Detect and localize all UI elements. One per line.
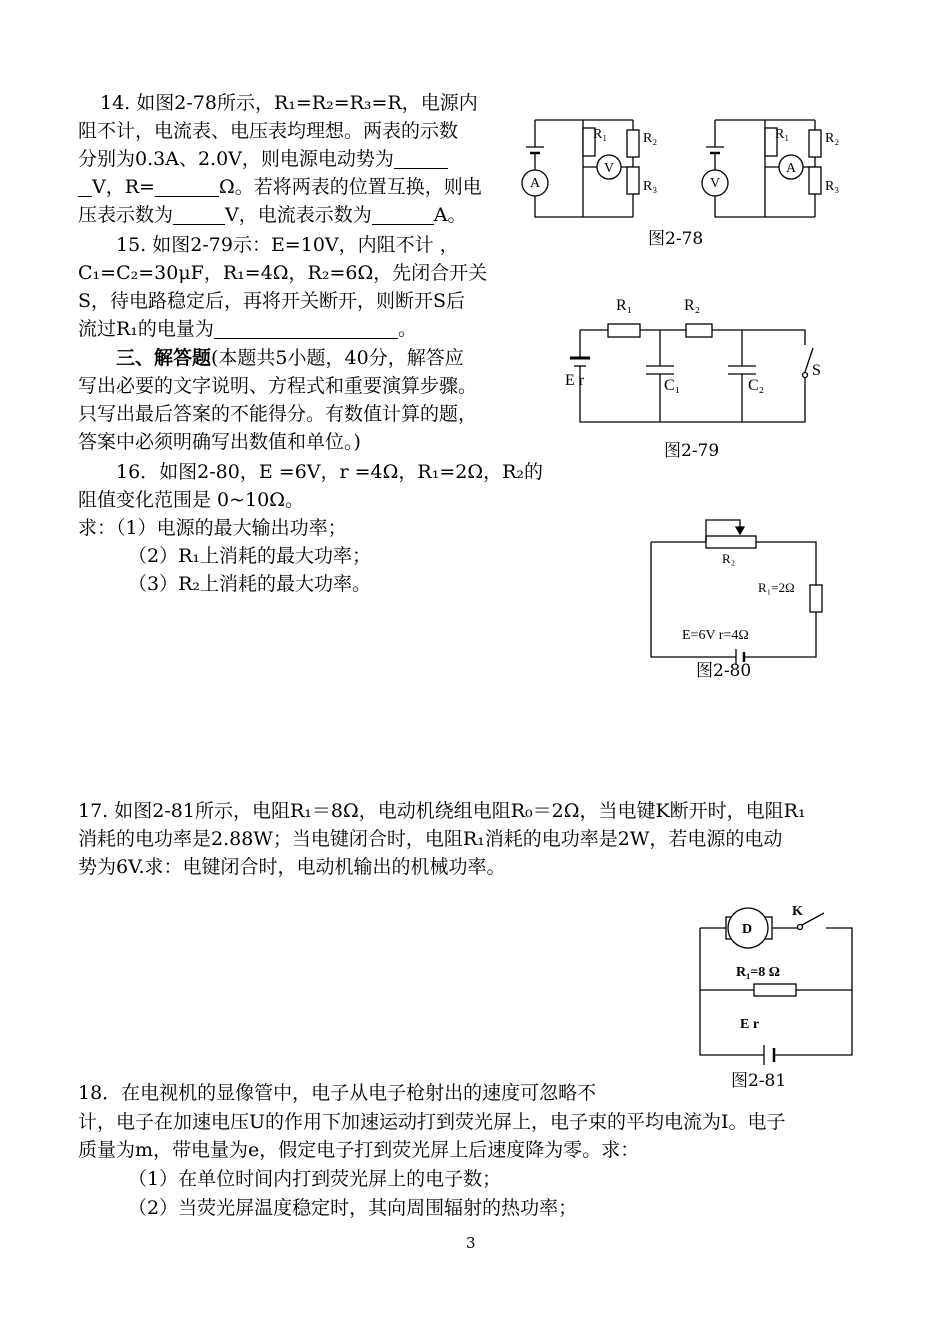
q15-line4-text: 流过R₁的电量为 <box>78 318 214 340</box>
section3-title: 三、解答题 <box>116 347 212 369</box>
figure-2-78-caption: 图2-78 <box>648 229 704 249</box>
q15-line4 <box>78 316 417 343</box>
r3-left-label: R₃ <box>643 179 658 194</box>
figure-2-79-caption: 图2-79 <box>664 441 720 461</box>
figure-2-80-caption: 图2-80 <box>696 661 752 681</box>
voltmeter-left-label: V <box>603 161 615 176</box>
q15-blank-charge <box>214 318 398 339</box>
q18-item2: （2）当荧光屏温度稳定时，其向周围辐射的热功率； <box>128 1197 578 1219</box>
q14-blank-voltage <box>173 204 225 225</box>
ammeter-left-label: A <box>529 176 541 191</box>
q17-line3: 势为6V.求：电键闭合时，电动机输出的机械功率。 <box>78 856 506 878</box>
q18-line2: 计，电子在加速电压U的作用下加速运动打到荧光屏上，电子束的平均电流为I。电子 <box>78 1111 786 1133</box>
q14-line5 <box>78 202 466 229</box>
q14-line3-text: 分别为0.3A、2.0V，则电源电动势为 <box>78 148 394 170</box>
q18-line3: 质量为m，带电量为e，假定电子打到荧光屏上后速度降为零。求： <box>78 1139 640 1161</box>
resistor-r3-right <box>809 167 821 194</box>
r2-label-279: R₂ <box>684 297 701 314</box>
r1-left-label: R₁ <box>593 127 608 142</box>
ammeter-right-label: A <box>785 161 797 176</box>
q16-item2: （2）R₁上消耗的最大功率； <box>128 545 372 567</box>
q15-line3: S，待电路稳定后，再将开关断开，则断开S后 <box>78 290 466 312</box>
s-label-279: S <box>812 362 821 379</box>
voltmeter-right-label: V <box>709 176 721 191</box>
r1-label-280: R₁=2Ω <box>758 580 795 595</box>
section3-line2: 写出必要的文字说明、方程式和重要演算步骤。 <box>78 375 478 397</box>
section3-line1 <box>116 345 464 372</box>
figure-2-81 <box>690 895 865 1065</box>
q15-line1: 15. 如图2-79示：E=10V，内阻不计 ， <box>116 234 459 256</box>
capacitor-diagram-r2 <box>686 324 712 337</box>
figure-2-81-caption: 图2-81 <box>731 1071 787 1091</box>
q14-line4a: V，R= <box>92 176 155 198</box>
resistor-r1-281 <box>754 984 796 996</box>
q17-line2: 消耗的电功率是2.88W；当电键闭合时，电阻R₁消耗的电功率是2W，若电源的电动 <box>78 828 783 850</box>
q14-blank-current <box>372 204 434 225</box>
switch-k-blade <box>802 913 824 925</box>
resistor-r2-left <box>627 130 639 157</box>
source-label-280: E=6V r=4Ω <box>682 628 749 643</box>
motor-label: D <box>742 922 753 937</box>
figure-2-78 <box>515 112 855 227</box>
r3-right-label: R₃ <box>825 179 840 194</box>
q14-line5b: V，电流表示数为 <box>225 204 372 226</box>
r1-right-label: R₁ <box>775 127 790 142</box>
q14-blank-emf-a <box>394 148 448 169</box>
q15-line4-end: 。 <box>397 318 417 340</box>
r1-label-281: R₁=8 Ω <box>736 965 780 980</box>
q14-line2: 阻不计，电流表、电压表均理想。两表的示数 <box>78 120 459 142</box>
q16-ask: 求：（1）电源的最大输出功率； <box>78 517 347 539</box>
r2-left-label: R₂ <box>643 131 658 146</box>
q17-line1: 17. 如图2-81所示，电阻R₁＝8Ω，电动机绕组电阻R₀＝2Ω，当电键K断开时，电阻R₁ <box>78 800 806 822</box>
r1-label-279: R₁ <box>616 297 633 314</box>
q14-line1: 14. 如图2-78所示，R₁=R₂=R₃=R，电源内 <box>100 92 478 114</box>
section3-line1-rest: (本题共5小题，40分，解答应 <box>211 347 464 369</box>
k-label-281: K <box>792 904 803 919</box>
page-number: 3 <box>466 1234 476 1252</box>
q14-line4 <box>78 174 482 201</box>
capacitor-diagram-r1 <box>608 324 640 337</box>
q14-line5a: 压表示数为 <box>78 204 174 226</box>
q16-item3: （3）R₂上消耗的最大功率。 <box>128 573 372 595</box>
q14-line3 <box>78 146 448 173</box>
c2-label-279: C₂ <box>748 377 765 394</box>
figure-2-79 <box>560 290 840 430</box>
q18-line1: 18．在电视机的显像管中，电子从电子枪射出的速度可忽略不 <box>78 1082 597 1104</box>
r2-label-280: R₂ <box>722 551 736 566</box>
q16-line2: 阻值变化范围是 0~10Ω。 <box>78 489 304 511</box>
q14-blank-r <box>155 176 219 197</box>
q14-line4b: Ω。若将两表的位置互换，则电 <box>218 176 482 198</box>
er-label-281: E r <box>740 1017 760 1032</box>
q14-line5c: A。 <box>433 204 467 226</box>
r2-right-label: R₂ <box>825 131 840 146</box>
q18-item1: （1）在单位时间内打到荧光屏上的电子数； <box>128 1168 502 1190</box>
resistor-r1-280 <box>810 585 822 612</box>
q16-line1: 16．如图2-80，E =6V，r =4Ω，R₁=2Ω，R₂的 <box>116 461 543 483</box>
rheostat-r2 <box>706 536 756 548</box>
figure-2-80 <box>640 515 840 665</box>
section3-line4: 答案中必须明确写出数值和单位。) <box>78 431 361 453</box>
resistor-r3-left <box>627 167 639 194</box>
q14-blank-emf-b <box>78 176 92 197</box>
er-label-279: E r <box>565 372 585 389</box>
resistor-r2-right <box>809 130 821 157</box>
q15-line2: C₁=C₂=30μF，R₁=4Ω，R₂=6Ω，先闭合开关 <box>78 262 488 284</box>
section3-line3: 只写出最后答案的不能得分。有数值计算的题， <box>78 403 478 425</box>
c1-label-279: C₁ <box>664 377 681 394</box>
